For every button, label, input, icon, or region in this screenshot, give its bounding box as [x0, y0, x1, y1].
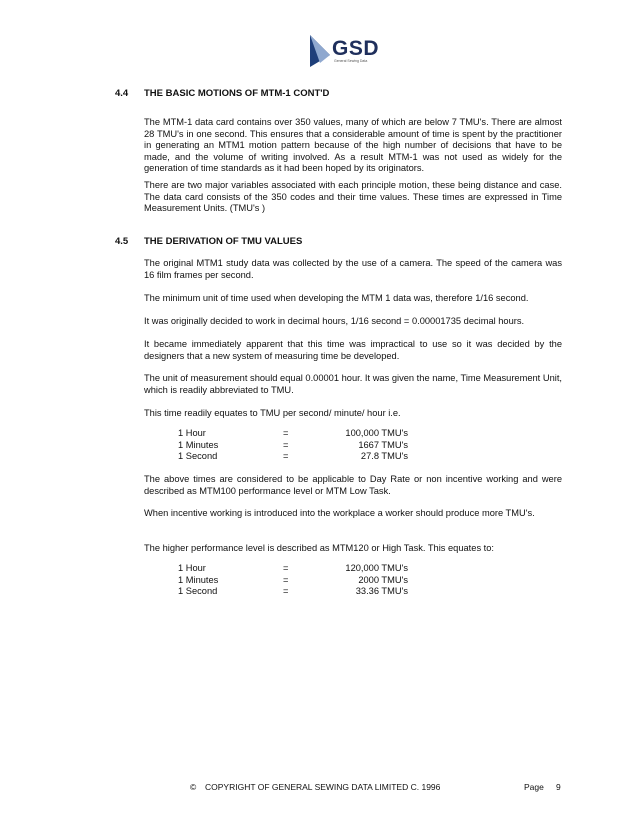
table-cell-value: 2000 TMU's: [358, 574, 408, 585]
paragraph: This time readily equates to TMU per second/ minute/ hour i.e.: [144, 408, 401, 418]
table-cell-label: 1 Minutes: [178, 574, 219, 585]
table-cell-equals: =: [283, 574, 289, 585]
page-label: Page: [524, 782, 544, 792]
table-cell-equals: =: [283, 451, 289, 462]
table-cell-label: 1 Hour: [178, 428, 206, 438]
copyright-text: COPYRIGHT OF GENERAL SEWING DATA LIMITED C. 1996: [205, 782, 441, 792]
tmu-table-low-task: [178, 428, 418, 463]
paragraph: The minimum unit of time used when developing the MTM 1 data was, therefore 1/16 second.: [144, 293, 529, 303]
table-cell-label: 1 Second: [178, 586, 218, 597]
table-row: [178, 575, 418, 587]
paragraph: The original MTM1 study data was collected by the use of a camera. The speed of the camera was 16 film frames per second.: [144, 258, 562, 280]
table-cell-value: 27.8 TMU's: [360, 451, 408, 462]
table-cell-label: 1 Second: [178, 451, 218, 462]
table-cell-label: 1 Hour: [178, 563, 206, 573]
paragraph: The higher performance level is described as MTM120 or High Task. This equates to:: [144, 543, 495, 553]
table-cell-label: 1 Minutes: [178, 439, 219, 450]
paragraph: When incentive working is introduced into the workplace a worker should produce more TMU's.: [144, 508, 535, 518]
paragraph: There are two major variables associated with each principle motion, these being distance and case. The data card consists of the 350 codes and their time values. These times are expressed in Time Measurement Units. (TMU's ): [144, 180, 562, 214]
copyright-icon: ©: [190, 782, 197, 792]
page-number: 9: [556, 782, 561, 792]
table-cell-value: 33.36 TMU's: [355, 586, 408, 597]
table-cell-equals: =: [283, 428, 289, 438]
table-cell-value: 100,000 TMU's: [345, 428, 408, 438]
section-title-4-5: THE DERIVATION OF TMU VALUES: [144, 236, 303, 247]
table-row: [178, 451, 418, 463]
section-title-4-4: THE BASIC MOTIONS OF MTM-1 CONT'D: [144, 88, 330, 99]
table-cell-value: 1667 TMU's: [358, 439, 408, 450]
table-cell-equals: =: [283, 439, 289, 450]
table-row: [178, 440, 418, 452]
paragraph: It was originally decided to work in decimal hours, 1/16 second = 0.00001735 decimal hours.: [144, 316, 525, 326]
section-number-4-5: 4.5: [115, 236, 129, 247]
section-number-4-4: 4.4: [115, 88, 129, 99]
paragraph: The unit of measurement should equal 0.00001 hour. It was given the name, Time Measurement Unit, which is readily abbreviated to TMU.: [144, 373, 562, 395]
paragraph: It became immediately apparent that this time was impractical to use so it was decided by the designers that a new system of measuring time be developed.: [144, 339, 562, 361]
paragraph: The MTM-1 data card contains over 350 values, many of which are below 7 TMU's. There are almost 28 TMU's in one second. This ensures that a considerable amount of time is spent by the practitioner in generating an MTM1 motion pattern because of the high number of decisions that have to be made, and the volume of writing involved. As a result MTM-1 was not used as widely for the generation of time standards as it had been hoped by its originators.: [144, 117, 562, 174]
logo-subtext: General Sewing Data: [334, 59, 368, 63]
table-cell-equals: =: [283, 563, 289, 573]
tmu-table-high-task: [178, 563, 418, 598]
table-cell-value: 120,000 TMU's: [345, 563, 408, 573]
table-row: [178, 586, 418, 598]
table-cell-equals: =: [283, 586, 289, 597]
paragraph: The above times are considered to be applicable to Day Rate or non incentive working and were described as MTM100 performance level or MTM Low Task.: [144, 474, 562, 496]
gsd-logo: [308, 33, 378, 69]
table-row: [178, 428, 418, 440]
logo-text: GSD: [332, 37, 380, 60]
table-row: [178, 563, 418, 575]
